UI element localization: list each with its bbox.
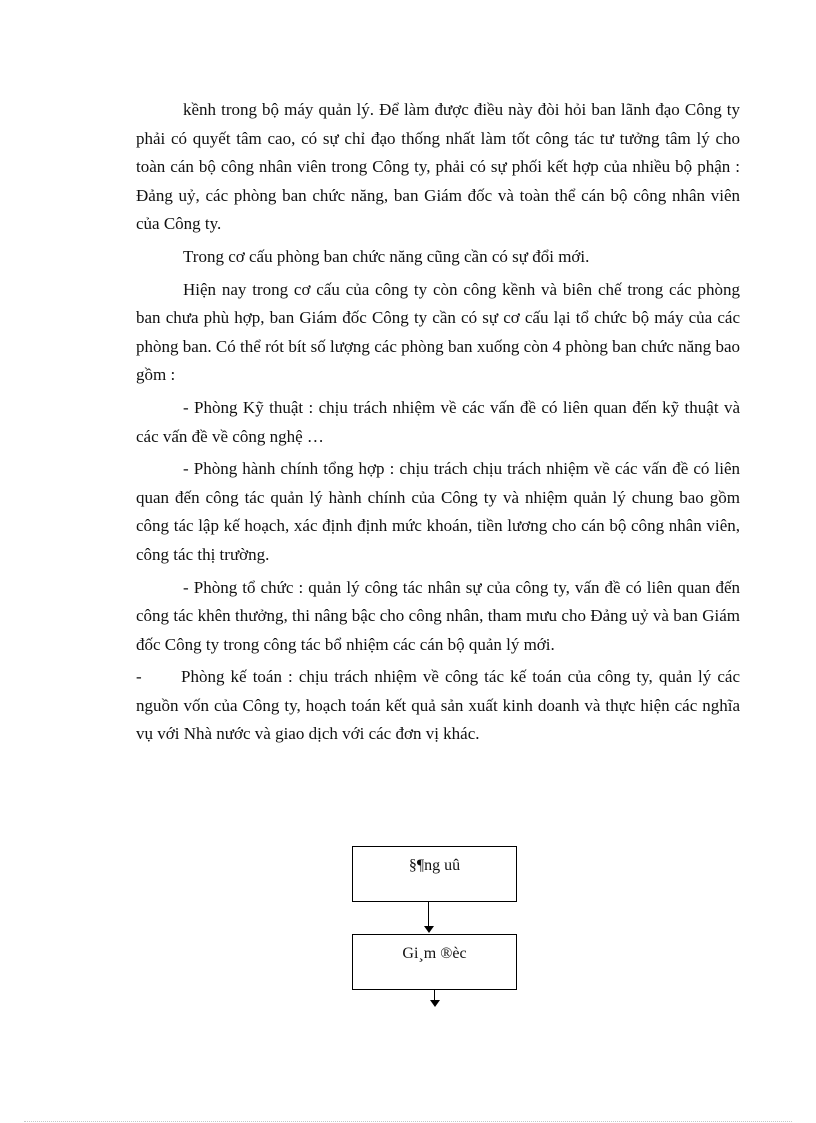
paragraph-admin-dept: - Phòng hành chính tổng hợp : chịu trách chịu trách nhiệm về các vấn đề có liên quan đến công tác quản lý hành chính của Công ty và nhiệm quản lý chung bao gồm công tác lập kế hoạch, xác định định mức khoán, tiền lương cho cán bộ công nhân viên, công tác thị trường. [136,459,740,564]
paragraph-organization-dept: - Phòng tổ chức : quản lý công tác nhân sự của công ty, vấn đề có liên quan đến công tác khên thưởng, thi nâng bậc cho công nhân, tham mưu cho Đảng uỷ và ban Giám đốc Công ty trong công tác bổ nhiệm các cán bộ quản lý mới. [136,577,740,654]
document-body [136,96,740,753]
paragraph-current-structure: Hiện nay trong cơ cấu của công ty còn công kềnh và biên chế trong các phòng ban chưa phù hợp, ban Giám đốc Công ty cần có sự cơ cấu lại tổ chức bộ máy của các phòng ban. Có thể rót bít số lượng các phòng ban xuống còn 4 phòng ban chức năng bao gồm : [136,279,740,385]
page-bottom-divider [24,1121,792,1122]
paragraph-accounting-text: Phòng kế toán : chịu trách nhiệm về công tác kế toán của công ty, quản lý các nguồn vốn của Công ty, hoạch toán kết quả sản xuất kinh doanh và thực hiện các nghĩa vụ với Nhà nước và giao dịch với các đơn vị khác. [136,667,740,744]
arrow-down-icon [430,1000,440,1007]
arrow-down-icon [424,926,434,933]
list-dash: - [136,667,142,687]
paragraph-intro: kềnh trong bộ máy quản lý. Để làm được điều này đòi hỏi ban lãnh đạo Công ty phải có quyết tâm cao, có sự chỉ đạo thống nhất làm tốt công tác tư tưởng tâm lý cho toàn cán bộ công nhân viên trong Công ty, phải có sự phối kết hợp của nhiều bộ phận : Đảng uỷ, các phòng ban chức năng, ban Giám đốc và toàn thể cán bộ công nhân viên của Công ty. [136,100,740,234]
org-box-label: §¶ng uû [408,857,461,874]
paragraph-accounting-dept [136,663,740,749]
paragraph-restructure: Trong cơ cấu phòng ban chức năng cũng cần có sự đổi mới. [183,246,590,266]
org-box-director [352,934,517,990]
paragraph-technical-dept: - Phòng Kỹ thuật : chịu trách nhiệm về các vấn đề có liên quan đến kỹ thuật và các vấn đề về công nghệ … [136,397,740,446]
org-box-label: Gi¸m ®èc [402,945,467,962]
org-box-party-committee [352,846,517,902]
connector-line [428,902,429,926]
